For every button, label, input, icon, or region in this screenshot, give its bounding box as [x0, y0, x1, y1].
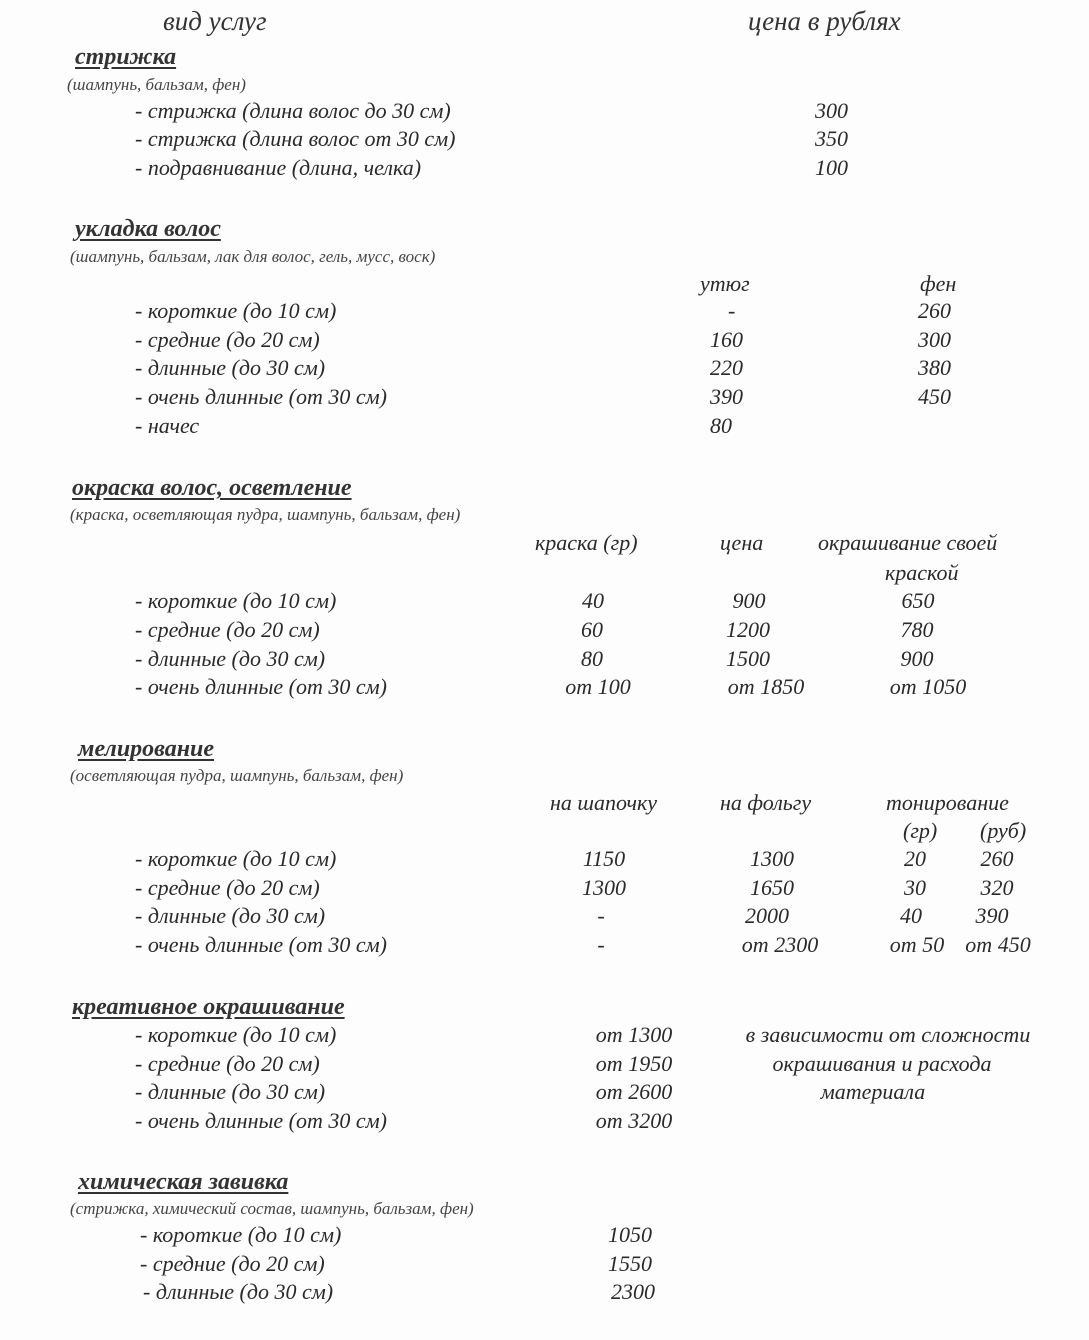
- service-row-price: 1500: [726, 646, 770, 671]
- service-row-iron: 220: [710, 355, 743, 380]
- service-row-name: - короткие (до 10 см): [135, 846, 337, 871]
- section-title-coloring: окраска волос, осветление: [72, 475, 352, 501]
- service-row-dryer: 380: [918, 355, 951, 380]
- service-row-name: - короткие (до 10 см): [135, 1022, 337, 1047]
- column-header-toning-gr: (гр): [903, 818, 938, 843]
- service-row-iron: 160: [710, 327, 743, 352]
- service-row-name: - длинные (до 30 см): [135, 1079, 326, 1104]
- service-row-price: от 1850: [727, 674, 805, 699]
- service-row-name: - длинные (до 30 см): [135, 903, 326, 928]
- service-row-toning-gr: 40: [900, 903, 922, 928]
- service-row-name: - средние (до 20 см): [135, 617, 320, 642]
- service-row-foil: 1300: [750, 846, 794, 871]
- service-row-name: - подравнивание (длина, челка): [135, 155, 422, 180]
- service-row-price: 350: [815, 126, 848, 151]
- section-includes-perm: (стрижка, химический состав, шампунь, бальзам, фен): [70, 1199, 474, 1218]
- section-includes-haircut: (шампунь, бальзам, фен): [67, 75, 246, 94]
- service-row-cap: 1300: [582, 875, 626, 900]
- service-row-name: - средние (до 20 см): [135, 1051, 320, 1076]
- service-row-foil: 2000: [745, 903, 789, 928]
- service-row-name: - очень длинные (от 30 см): [135, 384, 388, 409]
- service-row-price: 100: [815, 155, 848, 180]
- service-row-price: от 2600: [595, 1079, 673, 1104]
- column-header-cap: на шапочку: [550, 790, 658, 815]
- section-includes-highlighting: (осветляющая пудра, шампунь, бальзам, фен): [70, 766, 404, 785]
- column-header-dryer: фен: [920, 271, 957, 296]
- creative-note-line1: в зависимости от сложности: [745, 1022, 1031, 1047]
- service-row-price: 1550: [608, 1251, 652, 1276]
- service-row-own: 650: [901, 588, 935, 613]
- section-title-haircut: стрижка: [75, 44, 177, 70]
- service-row-name: - средние (до 20 см): [135, 327, 320, 352]
- service-row-foil: 1650: [750, 875, 794, 900]
- service-row-dryer: 450: [918, 384, 951, 409]
- service-row-own: от 1050: [889, 674, 967, 699]
- service-row-price: от 1950: [595, 1051, 673, 1076]
- service-row-cap: -: [597, 903, 605, 928]
- service-row-name: - стрижка (длина волос до 30 см): [135, 98, 451, 123]
- column-header-toning-rub: (руб): [980, 818, 1027, 843]
- service-row-cap: -: [597, 932, 605, 957]
- service-row-price: от 3200: [595, 1108, 673, 1133]
- creative-note-line2: окрашивания и расхода: [772, 1051, 992, 1076]
- column-header-own-dye: окрашивание своей: [818, 530, 998, 555]
- service-row-name: - длинные (до 30 см): [135, 646, 326, 671]
- section-title-creative: креативное окрашивание: [72, 994, 345, 1020]
- section-includes-styling: (шампунь, бальзам, лак для волос, гель, мусс, воск): [70, 247, 436, 266]
- service-row-name: - длинные (до 30 см): [135, 355, 326, 380]
- header-service-type: вид услуг: [163, 6, 267, 36]
- service-row-iron: -: [728, 298, 736, 323]
- creative-note-line3: материала: [820, 1079, 926, 1104]
- service-row-name: - начес: [135, 413, 200, 438]
- service-row-name: - короткие (до 10 см): [135, 298, 337, 323]
- service-row-dye: от 100: [565, 674, 631, 699]
- service-row-price: 1050: [608, 1222, 652, 1247]
- column-header-iron: утюг: [700, 271, 750, 296]
- service-row-iron: 80: [710, 413, 732, 438]
- service-row-price: 2300: [611, 1279, 655, 1304]
- column-header-dye: краска (гр): [535, 530, 638, 555]
- service-row-foil: от 2300: [741, 932, 819, 957]
- section-includes-coloring: (краска, осветляющая пудра, шампунь, бальзам, фен): [70, 505, 461, 524]
- service-row-dryer: 300: [918, 327, 951, 352]
- service-row-price: от 1300: [595, 1022, 673, 1047]
- service-row-dye: 60: [581, 617, 603, 642]
- service-row-toning-rub: 390: [975, 903, 1009, 928]
- section-title-styling: укладка волос: [75, 216, 221, 242]
- service-row-own: 900: [900, 646, 934, 671]
- service-row-price: 300: [815, 98, 848, 123]
- service-row-name: - короткие (до 10 см): [140, 1222, 342, 1247]
- service-row-name: - очень длинные (от 30 см): [135, 1108, 388, 1133]
- column-header-foil: на фольгу: [720, 790, 812, 815]
- service-row-cap: 1150: [582, 846, 626, 871]
- service-row-toning-gr: от 50: [889, 932, 945, 957]
- service-row-price: 1200: [726, 617, 770, 642]
- section-title-perm: химическая завивка: [78, 1169, 289, 1195]
- service-row-name: - средние (до 20 см): [140, 1251, 325, 1276]
- section-title-highlighting: мелирование: [78, 736, 215, 762]
- service-row-toning-gr: 20: [904, 846, 926, 871]
- service-row-dye: 40: [582, 588, 604, 613]
- service-row-toning-rub: от 450: [965, 932, 1031, 957]
- service-row-name: - средние (до 20 см): [135, 875, 320, 900]
- column-header-toning: тонирование: [886, 790, 1009, 815]
- service-row-own: 780: [900, 617, 934, 642]
- service-row-toning-rub: 260: [980, 846, 1014, 871]
- service-row-iron: 390: [710, 384, 743, 409]
- column-header-own-dye-line2: краской: [885, 560, 959, 585]
- service-row-name: - длинные (до 30 см): [143, 1279, 334, 1304]
- service-row-name: - очень длинные (от 30 см): [135, 674, 388, 699]
- service-row-toning-rub: 320: [980, 875, 1014, 900]
- service-row-dryer: 260: [918, 298, 951, 323]
- service-row-price: 900: [732, 588, 766, 613]
- service-row-toning-gr: 30: [904, 875, 926, 900]
- header-price-label: цена в рублях: [748, 6, 901, 36]
- service-row-dye: 80: [581, 646, 603, 671]
- service-row-name: - стрижка (длина волос от 30 см): [135, 126, 456, 151]
- service-row-name: - очень длинные (от 30 см): [135, 932, 388, 957]
- column-header-price: цена: [720, 530, 764, 555]
- service-row-name: - короткие (до 10 см): [135, 588, 337, 613]
